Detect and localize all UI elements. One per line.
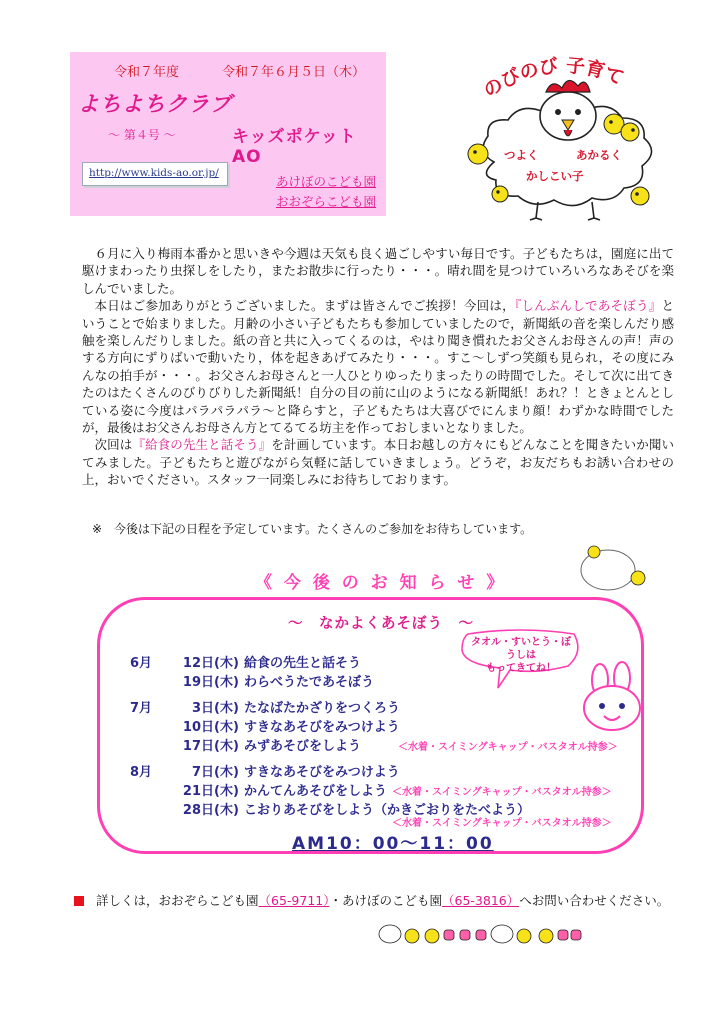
phone-oozora[interactable]: （65-9711） <box>258 893 330 908</box>
chicken-icon <box>464 52 664 232</box>
bring-items-bubble: タオル・すいとう・ぼうしは もってきてね！ <box>471 637 571 674</box>
club-name: よちよちクラブ <box>78 92 232 116</box>
event-row: 10日(木) すきなあそびをみつけよう <box>182 720 400 735</box>
event-row: 21日(木) かんてんあそびをしよう <box>182 784 388 799</box>
contact-footer: 詳しくは，おおぞらこども園（65-9711）・あけぼのこども園（65-3816）へお問い合わせください。 <box>74 891 669 909</box>
next-highlight: 『給食の先生と話そう』 <box>132 437 272 453</box>
issue-date: 令和７年６月５日（木） <box>222 65 366 80</box>
bring-note-aug28: ＜水着・スイミングキャップ・バスタオル持参＞ <box>392 818 612 829</box>
egg-chick-icon <box>578 538 648 598</box>
issue-number: ～ 第４号 ～ <box>108 128 176 142</box>
bring-note-aug21: ＜水着・スイミングキャップ・バスタオル持参＞ <box>392 787 612 798</box>
phone-akebono[interactable]: （65-3816） <box>442 893 520 908</box>
paragraph-next: 次回は『給食の先生と話そう』を計画しています。本日お越しの方々にもどんなことを聞きたいか聞いてみました。子どもたちと遊びながら気軽に話していきましょう。どうぞ，お友だちもお誘い合わせの上，おいでください。スタッフ一同楽しみにお待ちしております。 <box>82 437 674 488</box>
url-box <box>82 162 228 186</box>
logo-word-smart: かしこい子 <box>526 169 584 183</box>
report-body <box>82 245 674 489</box>
paragraph-activity: 本日はご参加ありがとうございました。まずは皆さんでご挨拶！今回は，『しんぶんしであそぼう』ということで始まりました。月齢の小さい子どもたちも参加していましたので，新聞紙の音を楽しんだり感触を楽しんだりしました。紙の音と共に入ってくるのは，やはり聞き慣れたお父さんお母さんの声！声のする方向にずりばいで動いたり，体を起きあげてみたり・・・。すこ～しずつ笑顔も見られ，その度にみんなの拍手が・・・。お父さんお母さんと一人ひとりゆったりまったりの時間でした。そして次に出てきたのはたくさんのびりびりした新聞紙！自分の目の前に山のようになる新聞紙！あれ？！ときょとんとしている姿に今度はパラパラパラ～と降らすと，子どもたちは大喜びでにんまり顔！わずかな時間でしたが，最後はお父さんお母さん方とてるてる坊主を作っておしまいとなりました。 <box>82 298 674 436</box>
logo-word-bright: あかるく <box>576 148 622 162</box>
newsletter-header <box>70 52 386 216</box>
logo-word-strong: つよく <box>504 148 539 162</box>
paragraph-weather: ６月に入り梅雨本番かと思いきや今週は天気も良く過ごしやすい毎日です。子どもたちは，園庭に出て駆けまわったり虫探しをしたり，またお散歩に行ったり・・・。晴れ間を見つけていろいろなあそびを楽しんでいました。 <box>82 246 674 296</box>
bring-note-jul17: ＜水着・スイミングキャップ・バスタオル持参＞ <box>398 742 618 753</box>
website-link[interactable]: http://www.kids-ao.or.jp/ <box>89 167 219 179</box>
event-row: 8月 7日(木) すきなあそびをみつけよう <box>130 765 400 780</box>
event-row: 19日(木) わらべうたであそぼう <box>182 675 375 690</box>
red-square-icon <box>74 896 84 906</box>
event-time: AM10：00～11：00 <box>292 834 494 854</box>
kids-pocket-title: キッズポケット AO <box>232 127 357 167</box>
event-schedule-box <box>97 597 644 854</box>
activity-highlight: 『しんぶんしであそぼう』 <box>514 298 662 314</box>
event-series-title: ～ なかよくあそぼう ～ <box>288 616 474 632</box>
schedule-note: ※ 今後は下記の日程を予定しています。たくさんのご参加をお待ちしています。 <box>92 522 533 536</box>
logo-arc-text: のびのび 子育て <box>479 54 627 103</box>
event-row: 6月 12日(木) 給食の先生と話そう <box>130 656 362 671</box>
fiscal-year: 令和７年度 <box>114 65 180 80</box>
announcements-title: 《 今 後 の お 知 ら せ 》 <box>255 573 507 593</box>
event-row: 7月 3日(木) たなばたかざりをつくろう <box>130 701 401 716</box>
chicks-tulips-decoration-icon <box>378 918 583 948</box>
nursery-oozora[interactable]: おおぞらこども園 <box>276 194 377 209</box>
bunny-icon <box>578 660 648 735</box>
event-row: 28日(木) こおりあそびをしよう（かきごおりをたべよう） <box>182 803 531 818</box>
event-row: 17日(木) みずあそびをしよう <box>182 739 362 754</box>
nobinobi-logo <box>464 52 664 232</box>
nursery-akebono[interactable]: あけぼのこども園 <box>276 174 377 189</box>
